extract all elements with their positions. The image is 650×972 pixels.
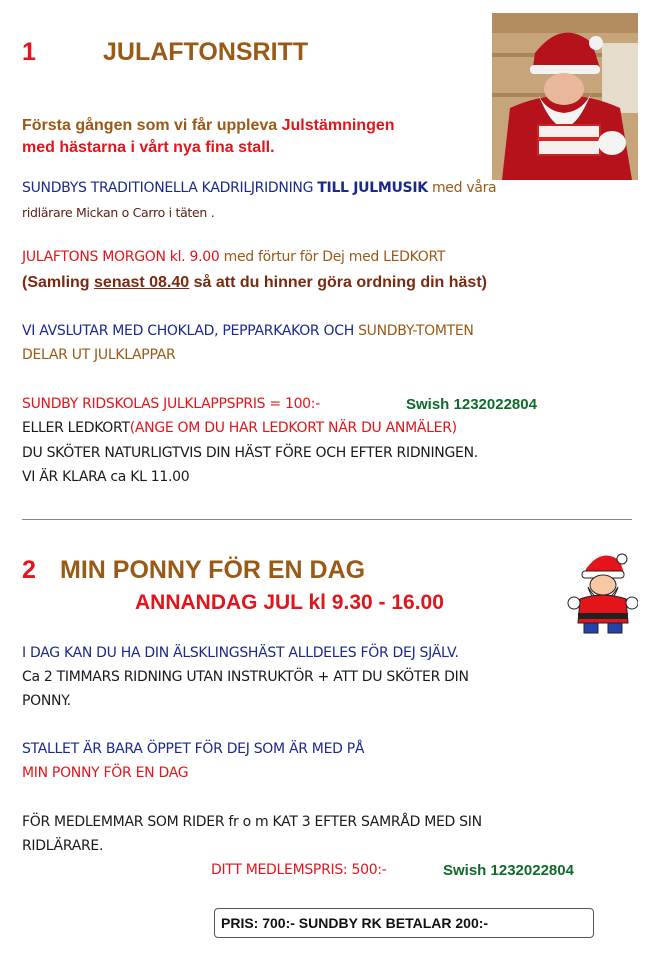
intro-line-1 — [22, 117, 395, 135]
julklapp-price: SUNDBY RIDSKOLAS JULKLAPPSPRIS = 100:- — [22, 396, 320, 412]
gather-part-3: så att du hinner göra ordning din häst) — [189, 274, 487, 291]
care-line: DU SKÖTER NATURLIGTVIS DIN HÄST FÖRE OCH EFTER RIDNINGEN. — [22, 445, 478, 461]
gather-line — [22, 274, 487, 292]
today-line: I DAG KAN DU HA DIN ÄLSKLINGSHÄST ALLDELES FÖR DEJ SJÄLV. — [22, 645, 459, 661]
kadrilj-line-1 — [22, 180, 496, 196]
cartoon-santa-icon — [566, 547, 638, 635]
section2-number: 2 — [22, 556, 36, 584]
swish-number-2: Swish 1232022804 — [443, 862, 574, 879]
kadrilj-part-1: SUNDBYS TRADITIONELLA KADRILJRIDNING — [22, 180, 318, 196]
members-line-2: RIDLÄRARE. — [22, 838, 104, 854]
done-line: VI ÄR KLARA ca KL 11.00 — [22, 469, 190, 485]
kadrilj-part-3: med våra — [427, 180, 497, 196]
morning-part-2: med förtur för Dej med LEDKORT — [219, 249, 446, 265]
intro-highlight: Julstämningen — [281, 117, 395, 134]
finish-part-2: SUNDBY-TOMTEN — [358, 323, 474, 339]
finish-line-1 — [22, 323, 474, 339]
riding-line-1: Ca 2 TIMMARS RIDNING UTAN INSTRUKTÖR + ATT DU SKÖTER DIN — [22, 669, 469, 685]
open-line-1: STALLET ÄR BARA ÖPPET FÖR DEJ SOM ÄR MED PÅ — [22, 741, 365, 757]
member-price: DITT MEDLEMSPRIS: 500:- — [211, 862, 387, 878]
finish-part-1: VI AVSLUTAR MED CHOKLAD, PEPPARKAKOR OCH — [22, 323, 359, 339]
kadrilj-part-2: TILL JULMUSIK — [317, 180, 428, 196]
morning-line — [22, 249, 445, 265]
ledkort-part-2: (ANGE OM DU HAR LEDKORT NÄR DU ANMÄLER) — [129, 420, 457, 436]
riding-line-2: PONNY. — [22, 693, 71, 709]
section1-number: 1 — [22, 38, 36, 66]
santa-photo-icon — [492, 13, 638, 180]
price-box: PRIS: 700:- SUNDBY RK BETALAR 200:- — [214, 908, 594, 938]
gather-part-1: (Samling — [22, 274, 95, 291]
open-line-2: MIN PONNY FÖR EN DAG — [22, 765, 189, 781]
morning-part-1: JULAFTONS MORGON kl. 9.00 — [22, 249, 220, 265]
section2-subtitle: ANNANDAG JUL kl 9.30 - 16.00 — [135, 591, 444, 614]
members-line-1: FÖR MEDLEMMAR SOM RIDER fr o m KAT 3 EFTER SAMRÅD MED SIN — [22, 814, 482, 830]
intro-part-1: Första gången som vi får uppleva — [22, 117, 282, 134]
section-divider — [22, 519, 632, 520]
finish-line-2: DELAR UT JULKLAPPAR — [22, 347, 176, 363]
kadrilj-line-2: ridlärare Mickan o Carro i täten . — [22, 205, 215, 220]
ledkort-part-1: ELLER LEDKORT — [22, 420, 130, 436]
ledkort-line — [22, 420, 457, 436]
section2-title: MIN PONNY FÖR EN DAG — [60, 556, 366, 584]
section1-title: JULAFTONSRITT — [103, 38, 309, 66]
santa-photo — [492, 13, 638, 180]
cartoon-santa — [566, 547, 638, 635]
swish-number-1: Swish 1232022804 — [406, 396, 537, 413]
gather-part-2: senast 08.40 — [94, 274, 190, 291]
intro-line-2: med hästarna i vårt nya fina stall. — [22, 139, 275, 156]
